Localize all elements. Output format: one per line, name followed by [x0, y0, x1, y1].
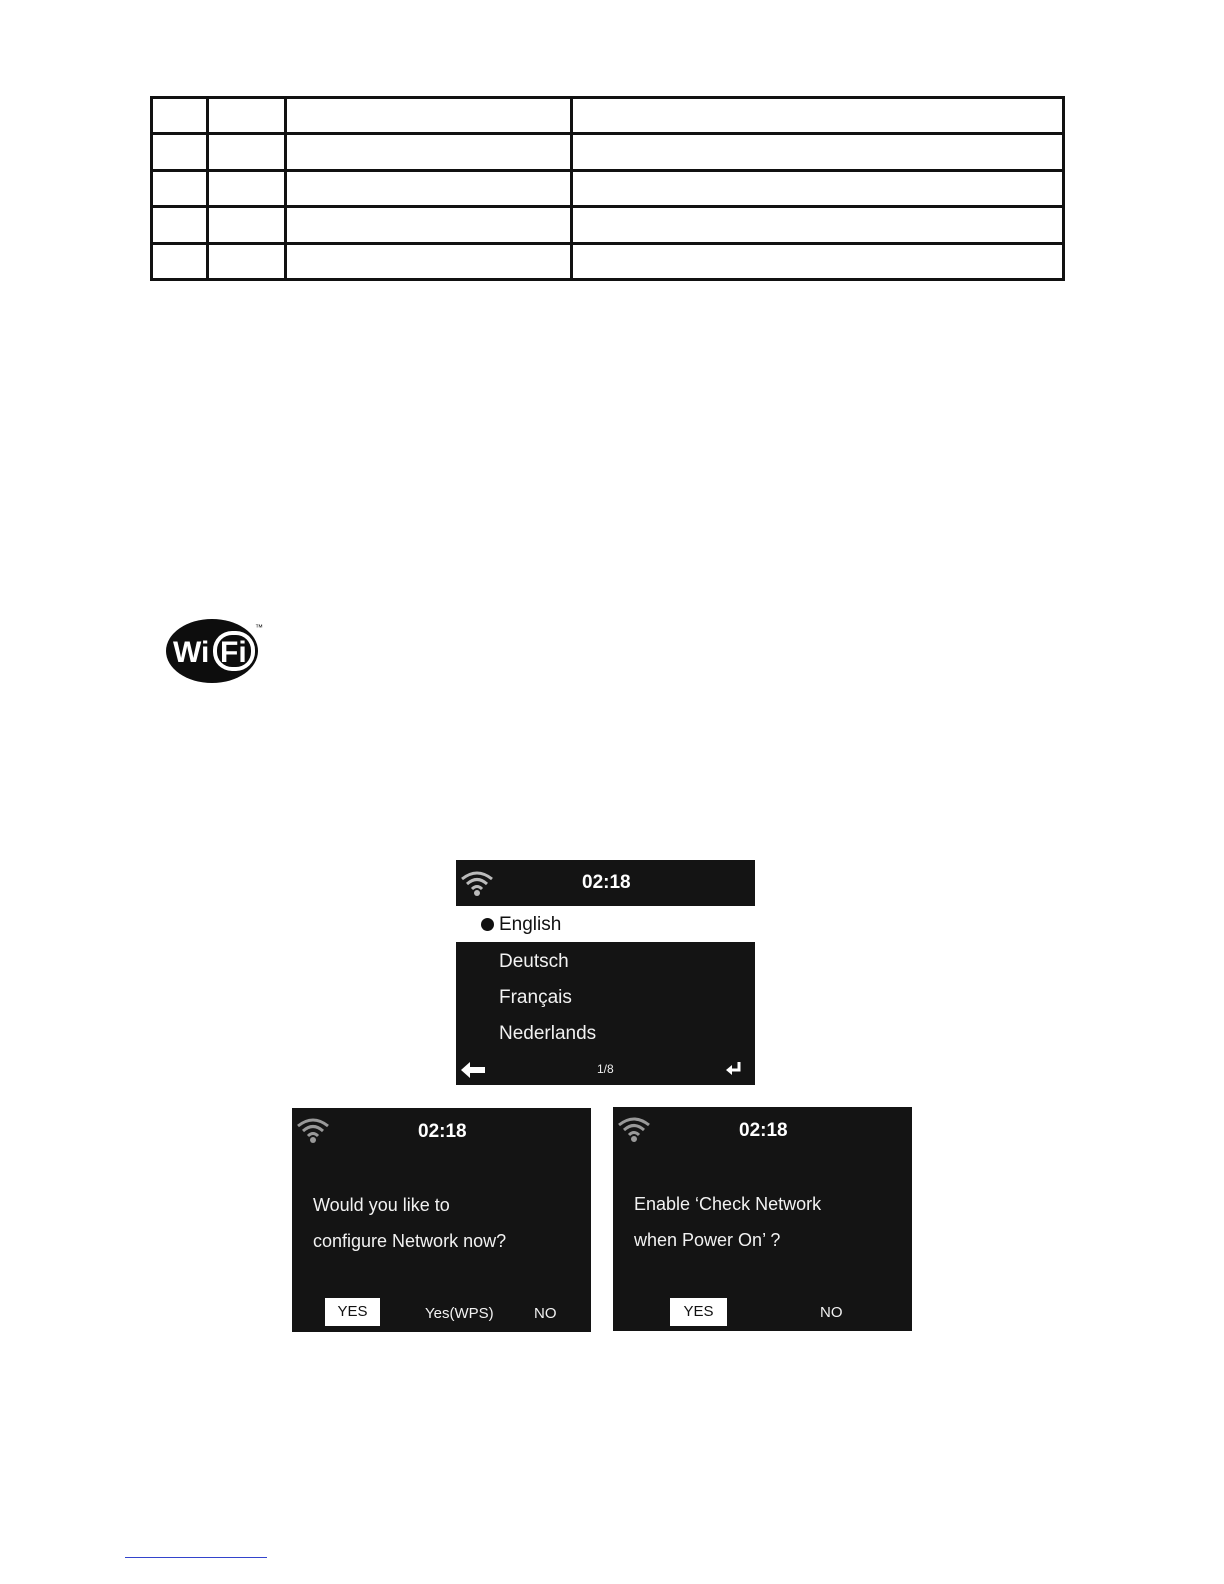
table-cell: [572, 170, 1064, 206]
empty-table: [150, 96, 1065, 281]
language-item[interactable]: Deutsch: [499, 951, 569, 972]
table-cell: [152, 243, 208, 279]
language-selected-item[interactable]: [456, 906, 755, 942]
clock: 02:18: [582, 872, 631, 893]
configure-network-screen: [292, 1108, 591, 1332]
prompt-line-1: Enable ‘Check Network: [634, 1194, 822, 1214]
table-cell: [286, 207, 572, 243]
table-row: [152, 134, 1064, 170]
table-cell: [208, 170, 286, 206]
language-list: [456, 942, 755, 1085]
table-cell: [208, 207, 286, 243]
trademark-text: ™: [255, 623, 263, 632]
table-cell: [152, 207, 208, 243]
no-button[interactable]: NO: [534, 1305, 557, 1322]
selected-dot-icon: [481, 918, 494, 931]
table-cell: [572, 98, 1064, 134]
yes-wps-button[interactable]: Yes(WPS): [425, 1305, 494, 1322]
table-cell: [572, 134, 1064, 170]
table-cell: [572, 207, 1064, 243]
table-cell: [286, 170, 572, 206]
table-row: [152, 243, 1064, 279]
language-screen: [456, 860, 755, 1085]
clock: 02:18: [739, 1120, 788, 1141]
table-row: [152, 207, 1064, 243]
table-row: [152, 98, 1064, 134]
check-network-screen: [613, 1107, 912, 1331]
table-row: [152, 170, 1064, 206]
wifi-signal-icon: [296, 1116, 330, 1144]
table-cell: [152, 98, 208, 134]
wifi-logo-wi-text: Wi: [173, 636, 210, 669]
prompt-line-2: configure Network now?: [313, 1231, 507, 1251]
wifi-logo-icon: [165, 618, 265, 686]
wifi-signal-icon: [617, 1115, 651, 1143]
prompt-line-2: when Power On’ ?: [634, 1230, 781, 1250]
table-cell: [152, 134, 208, 170]
footer-link-underline: [125, 1557, 267, 1558]
no-button[interactable]: NO: [820, 1304, 843, 1321]
page-indicator: 1/8: [597, 1062, 614, 1076]
arrow-left-icon[interactable]: [461, 1061, 485, 1079]
table-cell: [572, 243, 1064, 279]
prompt-line-1: Would you like to: [313, 1195, 450, 1215]
table-cell: [286, 98, 572, 134]
language-selected-label: English: [499, 914, 562, 935]
table-cell: [286, 243, 572, 279]
yes-button[interactable]: YES: [325, 1298, 380, 1326]
wifi-logo-fi-text: Fi: [220, 636, 247, 669]
wifi-signal-icon: [460, 869, 494, 897]
clock: 02:18: [418, 1121, 467, 1142]
table-cell: [208, 243, 286, 279]
status-bar: [456, 860, 755, 906]
enter-icon[interactable]: [726, 1062, 742, 1076]
table-cell: [208, 134, 286, 170]
yes-button[interactable]: YES: [670, 1298, 727, 1326]
table-cell: [208, 98, 286, 134]
table-cell: [286, 134, 572, 170]
language-item[interactable]: Français: [499, 987, 572, 1008]
table-cell: [152, 170, 208, 206]
language-item[interactable]: Nederlands: [499, 1023, 597, 1044]
